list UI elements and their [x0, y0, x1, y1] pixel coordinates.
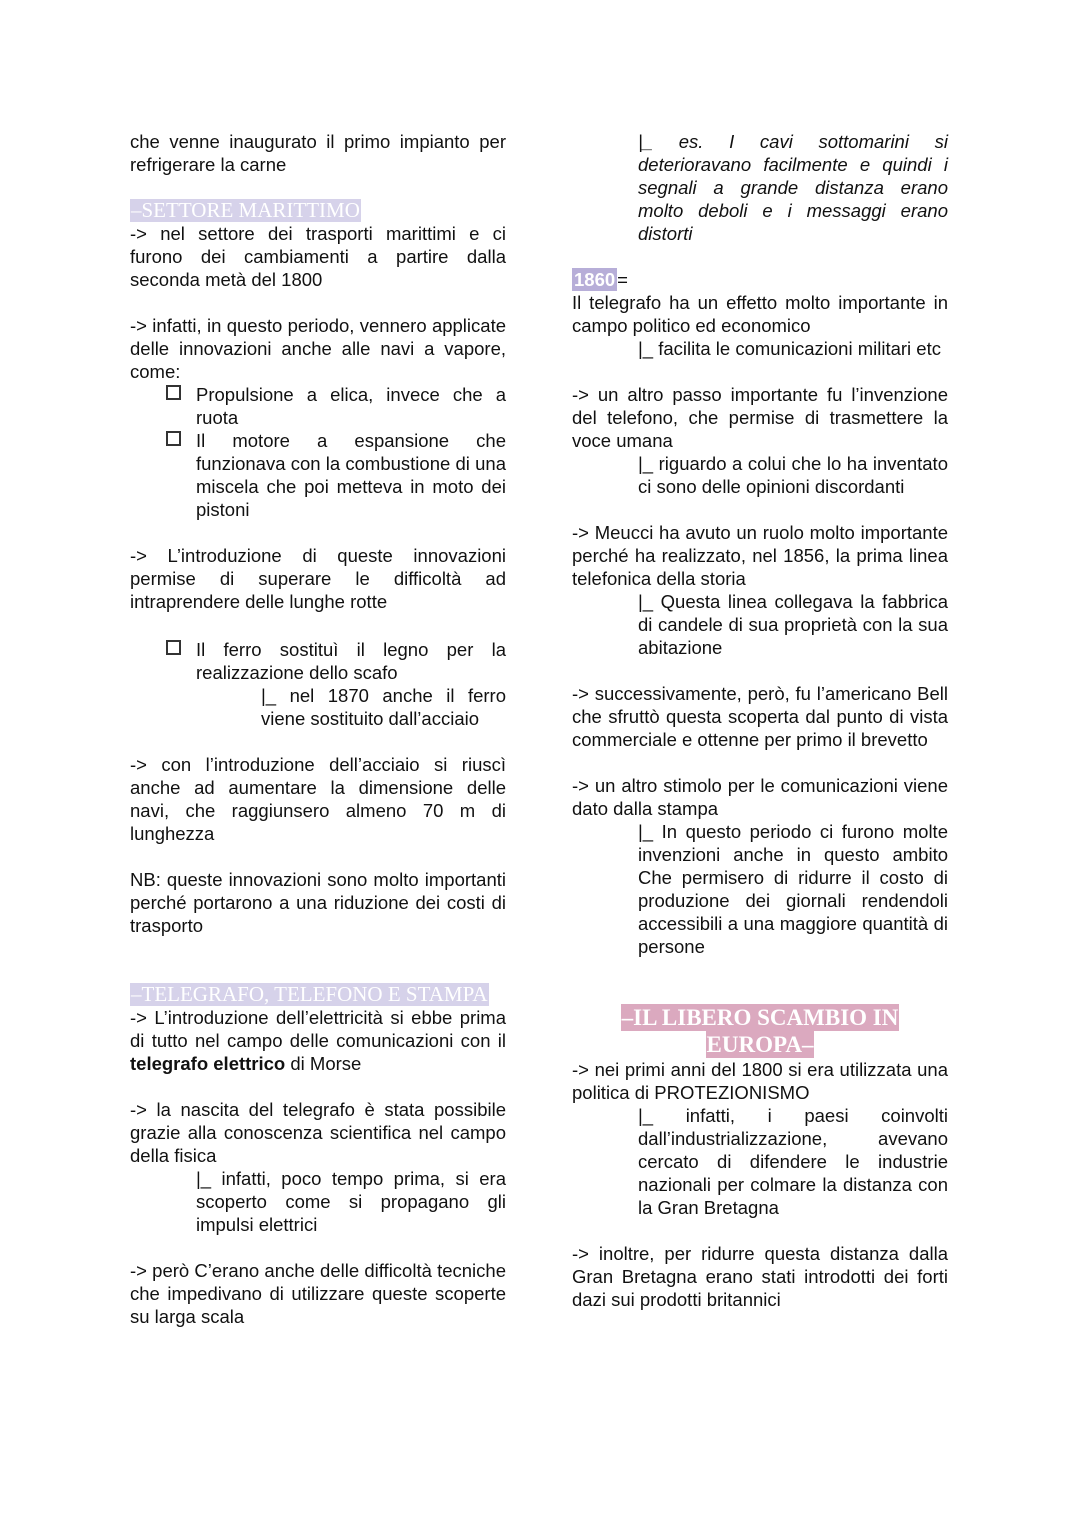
paragraph: -> nei primi anni del 1800 si era utilizzata una politica di PROTEZIONISMO [572, 1059, 948, 1103]
heading-line-2: EUROPA– [706, 1032, 814, 1057]
paragraph: -> L’introduzione di queste innovazioni permise di superare le difficoltà ad intraprendere delle lunghe rotte [130, 545, 506, 612]
left-column [130, 130, 506, 1328]
sub-note: |_ Questa linea collegava la fabbrica di candele di sua proprietà con la sua abitazione [638, 591, 948, 658]
checkbox-icon [166, 385, 181, 400]
paragraph: -> la nascita del telegrafo è stata possibile grazie alla conoscenza scientifica nel campo della fisica [130, 1099, 506, 1166]
paragraph: -> infatti, in questo periodo, vennero applicate delle innovazioni anche alle navi a vapore, come: [130, 315, 506, 382]
heading-telegrafo: –TELEGRAFO, TELEFONO E STAMPA [131, 982, 488, 1006]
sub-note-example: |_ es. I cavi sottomarini si deterioravano facilmente e quindi i segnali a grande distanza erano molto deboli e i messaggi erano distorti [638, 131, 948, 244]
paragraph: -> L’introduzione dell’elettricità si ebbe prima di tutto nel campo delle comunicazioni con il telegrafo elettrico di Morse [130, 1007, 506, 1074]
sub-note: |_ nel 1870 anche il ferro viene sostituito dall’acciaio [261, 685, 506, 729]
heading-settore-marittimo: –SETTORE MARITTIMO [131, 198, 360, 222]
checkbox-icon [166, 640, 181, 655]
heading-libero-scambio [572, 1004, 948, 1058]
paragraph: -> nel settore dei trasporti marittimi e ci furono dei cambiamenti a partire dalla seconda metà del 1800 [130, 223, 506, 290]
year-line: 1860 = [574, 269, 628, 290]
right-column [572, 130, 948, 1311]
year-highlight: 1860 [574, 269, 616, 290]
sub-note: |_ facilita le comunicazioni militari etc [638, 338, 941, 359]
sub-note: |_ riguardo a colui che lo ha inventato ci sono delle opinioni discordanti [638, 453, 948, 497]
sub-note: |_ infatti, poco tempo prima, si era scoperto come si propagano gli impulsi elettrici [196, 1168, 506, 1235]
paragraph: -> inoltre, per ridurre questa distanza dalla Gran Bretagna erano stati introdotti dei forti dazi sui prodotti britannici [572, 1243, 948, 1310]
paragraph: -> un altro stimolo per le comunicazioni viene dato dalla stampa [572, 775, 948, 819]
checkbox-label: Il ferro sostituì il legno per la realizzazione dello scafo [196, 639, 506, 683]
paragraph: -> Meucci ha avuto un ruolo molto importante perché ha realizzato, nel 1856, la prima linea telefonica della storia [572, 522, 948, 589]
heading-line-1: –IL LIBERO SCAMBIO IN [621, 1005, 899, 1030]
paragraph: Il telegrafo ha un effetto molto importante in campo politico ed economico [572, 292, 948, 336]
sub-note: |_ In questo periodo ci furono molte invenzioni anche in questo ambito Che permisero di ridurre il costo di produzione dei giornali rendendoli accessibili a una maggiore quantità di persone [638, 821, 948, 957]
nb-paragraph: NB: queste innovazioni sono molto importanti perché portarono a una riduzione dei costi di trasporto [130, 869, 506, 936]
sub-note: |_ infatti, i paesi coinvolti dall’industrializzazione, avevano cercato di difendere le industrie nazionali per colmare la distanza con la Gran Bretagna [638, 1105, 948, 1218]
checkbox-label: Propulsione a elica, invece che a ruota [196, 384, 506, 428]
checkbox-item [166, 383, 506, 429]
paragraph: -> però C’erano anche delle difficoltà tecniche che impedivano di utilizzare queste scoperte su larga scala [130, 1260, 506, 1327]
paragraph: -> con l’introduzione dell’acciaio si riuscì anche ad aumentare la dimensione delle navi, che raggiunsero almeno 70 m di lunghezza [130, 754, 506, 844]
checkbox-item [166, 429, 506, 521]
bold-term: telegrafo elettrico [130, 1053, 286, 1074]
checkbox-item [166, 638, 506, 684]
checkbox-label: Il motore a espansione che funzionava con la combustione di una miscela che poi metteva in moto dei pistoni [196, 430, 506, 520]
checkbox-icon [166, 431, 181, 446]
paragraph: -> successivamente, però, fu l’americano Bell che sfruttò questa scoperta dal punto di vista commerciale e ottenne per primo il brevetto [572, 683, 948, 750]
paragraph: -> un altro passo importante fu l’invenzione del telefono, che permise di trasmettere la voce umana [572, 384, 948, 451]
intro-text: che venne inaugurato il primo impianto per refrigerare la carne [130, 131, 506, 175]
